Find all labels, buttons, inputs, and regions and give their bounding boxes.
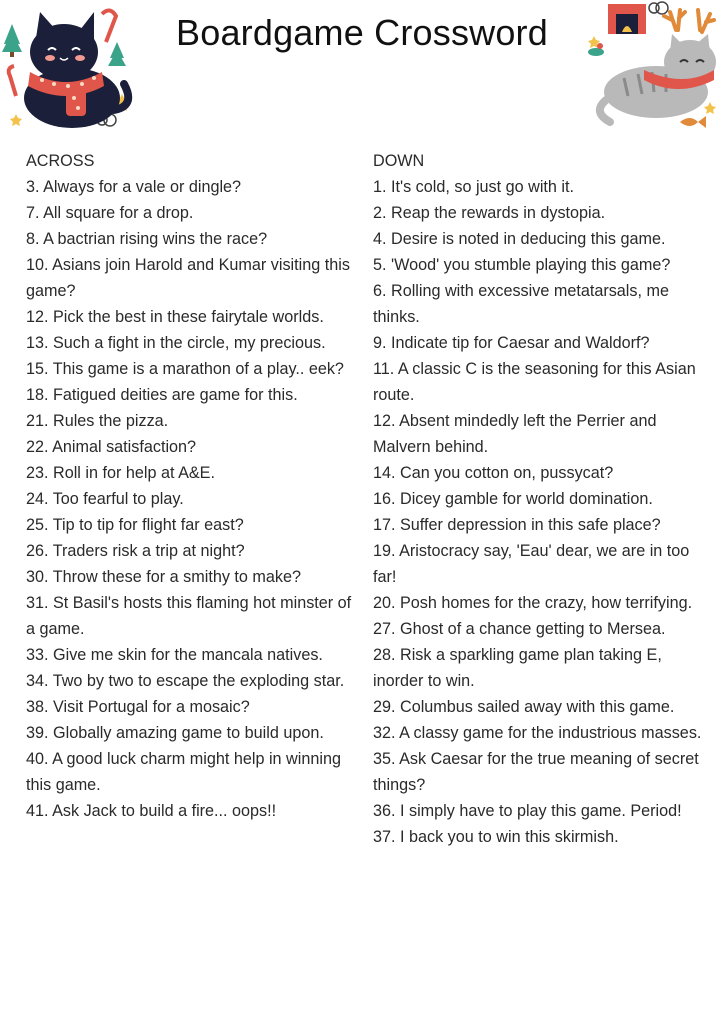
across-clue: 21. Rules the pizza. [26, 412, 169, 430]
across-clue: 10. Asians join Harold and Kumar visiting this game? [26, 256, 350, 300]
across-clue: 25. Tip to tip for flight far east? [26, 516, 244, 534]
down-clue: 20. Posh homes for the crazy, how terrifying. [373, 594, 693, 612]
across-clue: 24. Too fearful to play. [26, 490, 184, 508]
down-clue: 36. I simply have to play this game. Period! [373, 802, 682, 820]
down-clue: 11. A classic C is the seasoning for this Asian route. [373, 360, 696, 404]
down-clue: 1. It's cold, so just go with it. [373, 178, 575, 196]
across-column [26, 148, 358, 824]
across-clue: 38. Visit Portugal for a mosaic? [26, 698, 250, 716]
black-cat-illustration [2, 2, 137, 142]
down-heading: DOWN [373, 152, 425, 170]
grey-cat-illustration [584, 0, 722, 142]
across-heading: ACROSS [26, 152, 95, 170]
across-clue: 7. All square for a drop. [26, 204, 194, 222]
across-clue: 33. Give me skin for the mancala natives. [26, 646, 323, 664]
down-clue: 5. 'Wood' you stumble playing this game? [373, 256, 671, 274]
across-clue: 15. This game is a marathon of a play.. eek? [26, 360, 344, 378]
across-clue: 34. Two by two to escape the exploding star. [26, 672, 345, 690]
across-clue: 30. Throw these for a smithy to make? [26, 568, 302, 586]
down-clue: 4. Desire is noted in deducing this game. [373, 230, 666, 248]
down-clue: 29. Columbus sailed away with this game. [373, 698, 675, 716]
across-clue: 12. Pick the best in these fairytale worlds. [26, 308, 324, 326]
across-clue: 41. Ask Jack to build a fire... oops!! [26, 802, 277, 820]
across-clue: 39. Globally amazing game to build upon. [26, 724, 324, 742]
down-clue: 17. Suffer depression in this safe place? [373, 516, 661, 534]
down-clue: 2. Reap the rewards in dystopia. [373, 204, 606, 222]
down-clue: 19. Aristocracy say, 'Eau' dear, we are in too far! [373, 542, 690, 586]
across-clue: 8. A bactrian rising wins the race? [26, 230, 268, 248]
across-clue: 23. Roll in for help at A&E. [26, 464, 215, 482]
down-clue: 35. Ask Caesar for the true meaning of secret things? [373, 750, 699, 794]
across-clue: 26. Traders risk a trip at night? [26, 542, 245, 560]
across-clue: 13. Such a fight in the circle, my precious. [26, 334, 326, 352]
across-clue: 31. St Basil's hosts this flaming hot minster of a game. [26, 594, 352, 638]
across-clue: 18. Fatigued deities are game for this. [26, 386, 298, 404]
down-clue: 9. Indicate tip for Caesar and Waldorf? [373, 334, 650, 352]
across-clue: 40. A good luck charm might help in winning this game. [26, 750, 341, 794]
down-clue: 16. Dicey gamble for world domination. [373, 490, 653, 508]
down-clue: 32. A classy game for the industrious masses. [373, 724, 702, 742]
down-clue: 28. Risk a sparkling game plan taking E, inorder to win. [373, 646, 662, 690]
down-clue: 6. Rolling with excessive metatarsals, me thinks. [373, 282, 669, 326]
down-clue: 27. Ghost of a chance getting to Mersea. [373, 620, 666, 638]
down-clue: 37. I back you to win this skirmish. [373, 828, 619, 846]
across-clue: 3. Always for a vale or dingle? [26, 178, 242, 196]
across-clue: 22. Animal satisfaction? [26, 438, 197, 456]
page-title: Boardgame Crossword [176, 12, 548, 53]
down-clue: 12. Absent mindedly left the Perrier and Malvern behind. [373, 412, 657, 456]
down-column [373, 148, 703, 850]
down-clue: 14. Can you cotton on, pussycat? [373, 464, 614, 482]
